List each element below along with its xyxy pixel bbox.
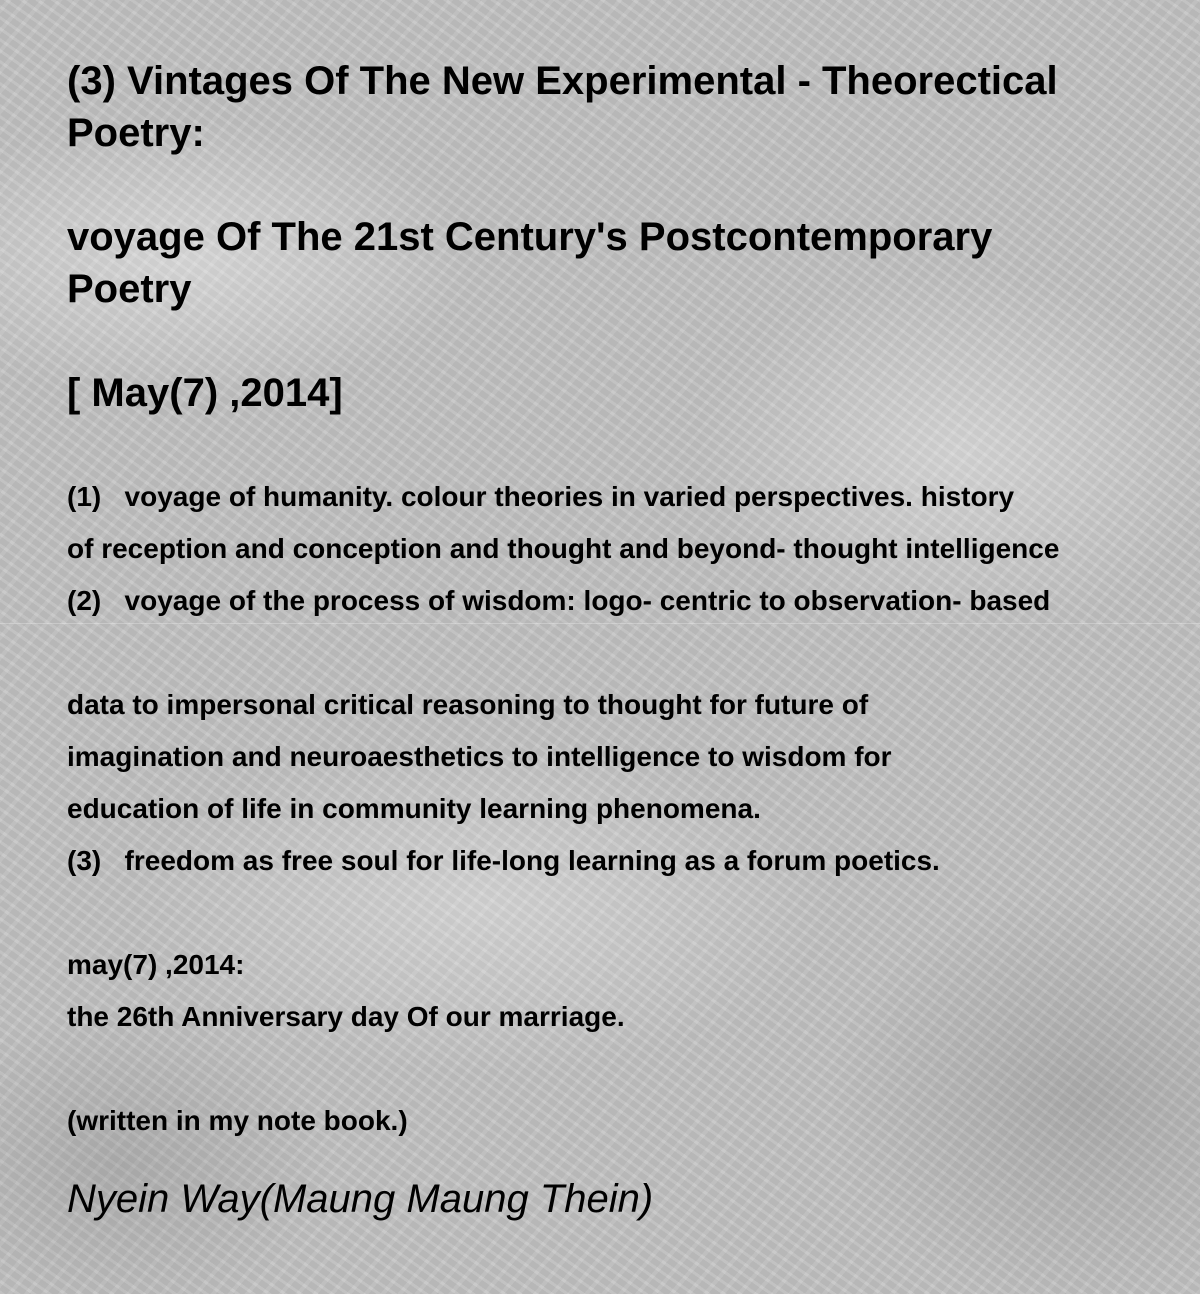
title-spacer	[67, 159, 1200, 211]
poem-line-8: may(7) ,2014:	[67, 949, 245, 980]
poem-line-7: (3) freedom as free soul for life-long learning as a forum poetics.	[67, 845, 940, 876]
poem-content	[67, 55, 1200, 1225]
poem-line-6: education of life in community learning phenomena.	[67, 793, 761, 824]
stanza-spacer	[67, 1043, 1200, 1095]
poem-line-4: data to impersonal critical reasoning to thought for future of	[67, 689, 869, 720]
poem-line-2: of reception and conception and thought and beyond- thought intelligence	[67, 533, 1060, 564]
poem-date: [ May(7) ,2014]	[67, 371, 343, 415]
poem-title-line-2: Poetry:	[67, 111, 205, 155]
poem-title-line-1: (3) Vintages Of The New Experimental - Theorectical	[67, 59, 1058, 103]
stanza-spacer	[67, 627, 1200, 679]
poem-line-1: (1) voyage of humanity. colour theories in varied perspectives. history	[67, 481, 1015, 512]
poem-line-3: (2) voyage of the process of wisdom: logo- centric to observation- based	[67, 585, 1051, 616]
poem-author: Nyein Way(Maung Maung Thein)	[67, 1177, 654, 1221]
poem-line-9: the 26th Anniversary day Of our marriage.	[67, 1001, 625, 1032]
stanza-spacer	[67, 887, 1200, 939]
poem-line-10: (written in my note book.)	[67, 1105, 408, 1136]
date-spacer	[67, 419, 1200, 471]
poem-line-5: imagination and neuroaesthetics to intelligence to wisdom for	[67, 741, 892, 772]
subtitle-spacer	[67, 315, 1200, 367]
poem-subtitle-line-2: Poetry	[67, 267, 192, 311]
poem-subtitle-line-1: voyage Of The 21st Century's Postcontemporary	[67, 215, 993, 259]
